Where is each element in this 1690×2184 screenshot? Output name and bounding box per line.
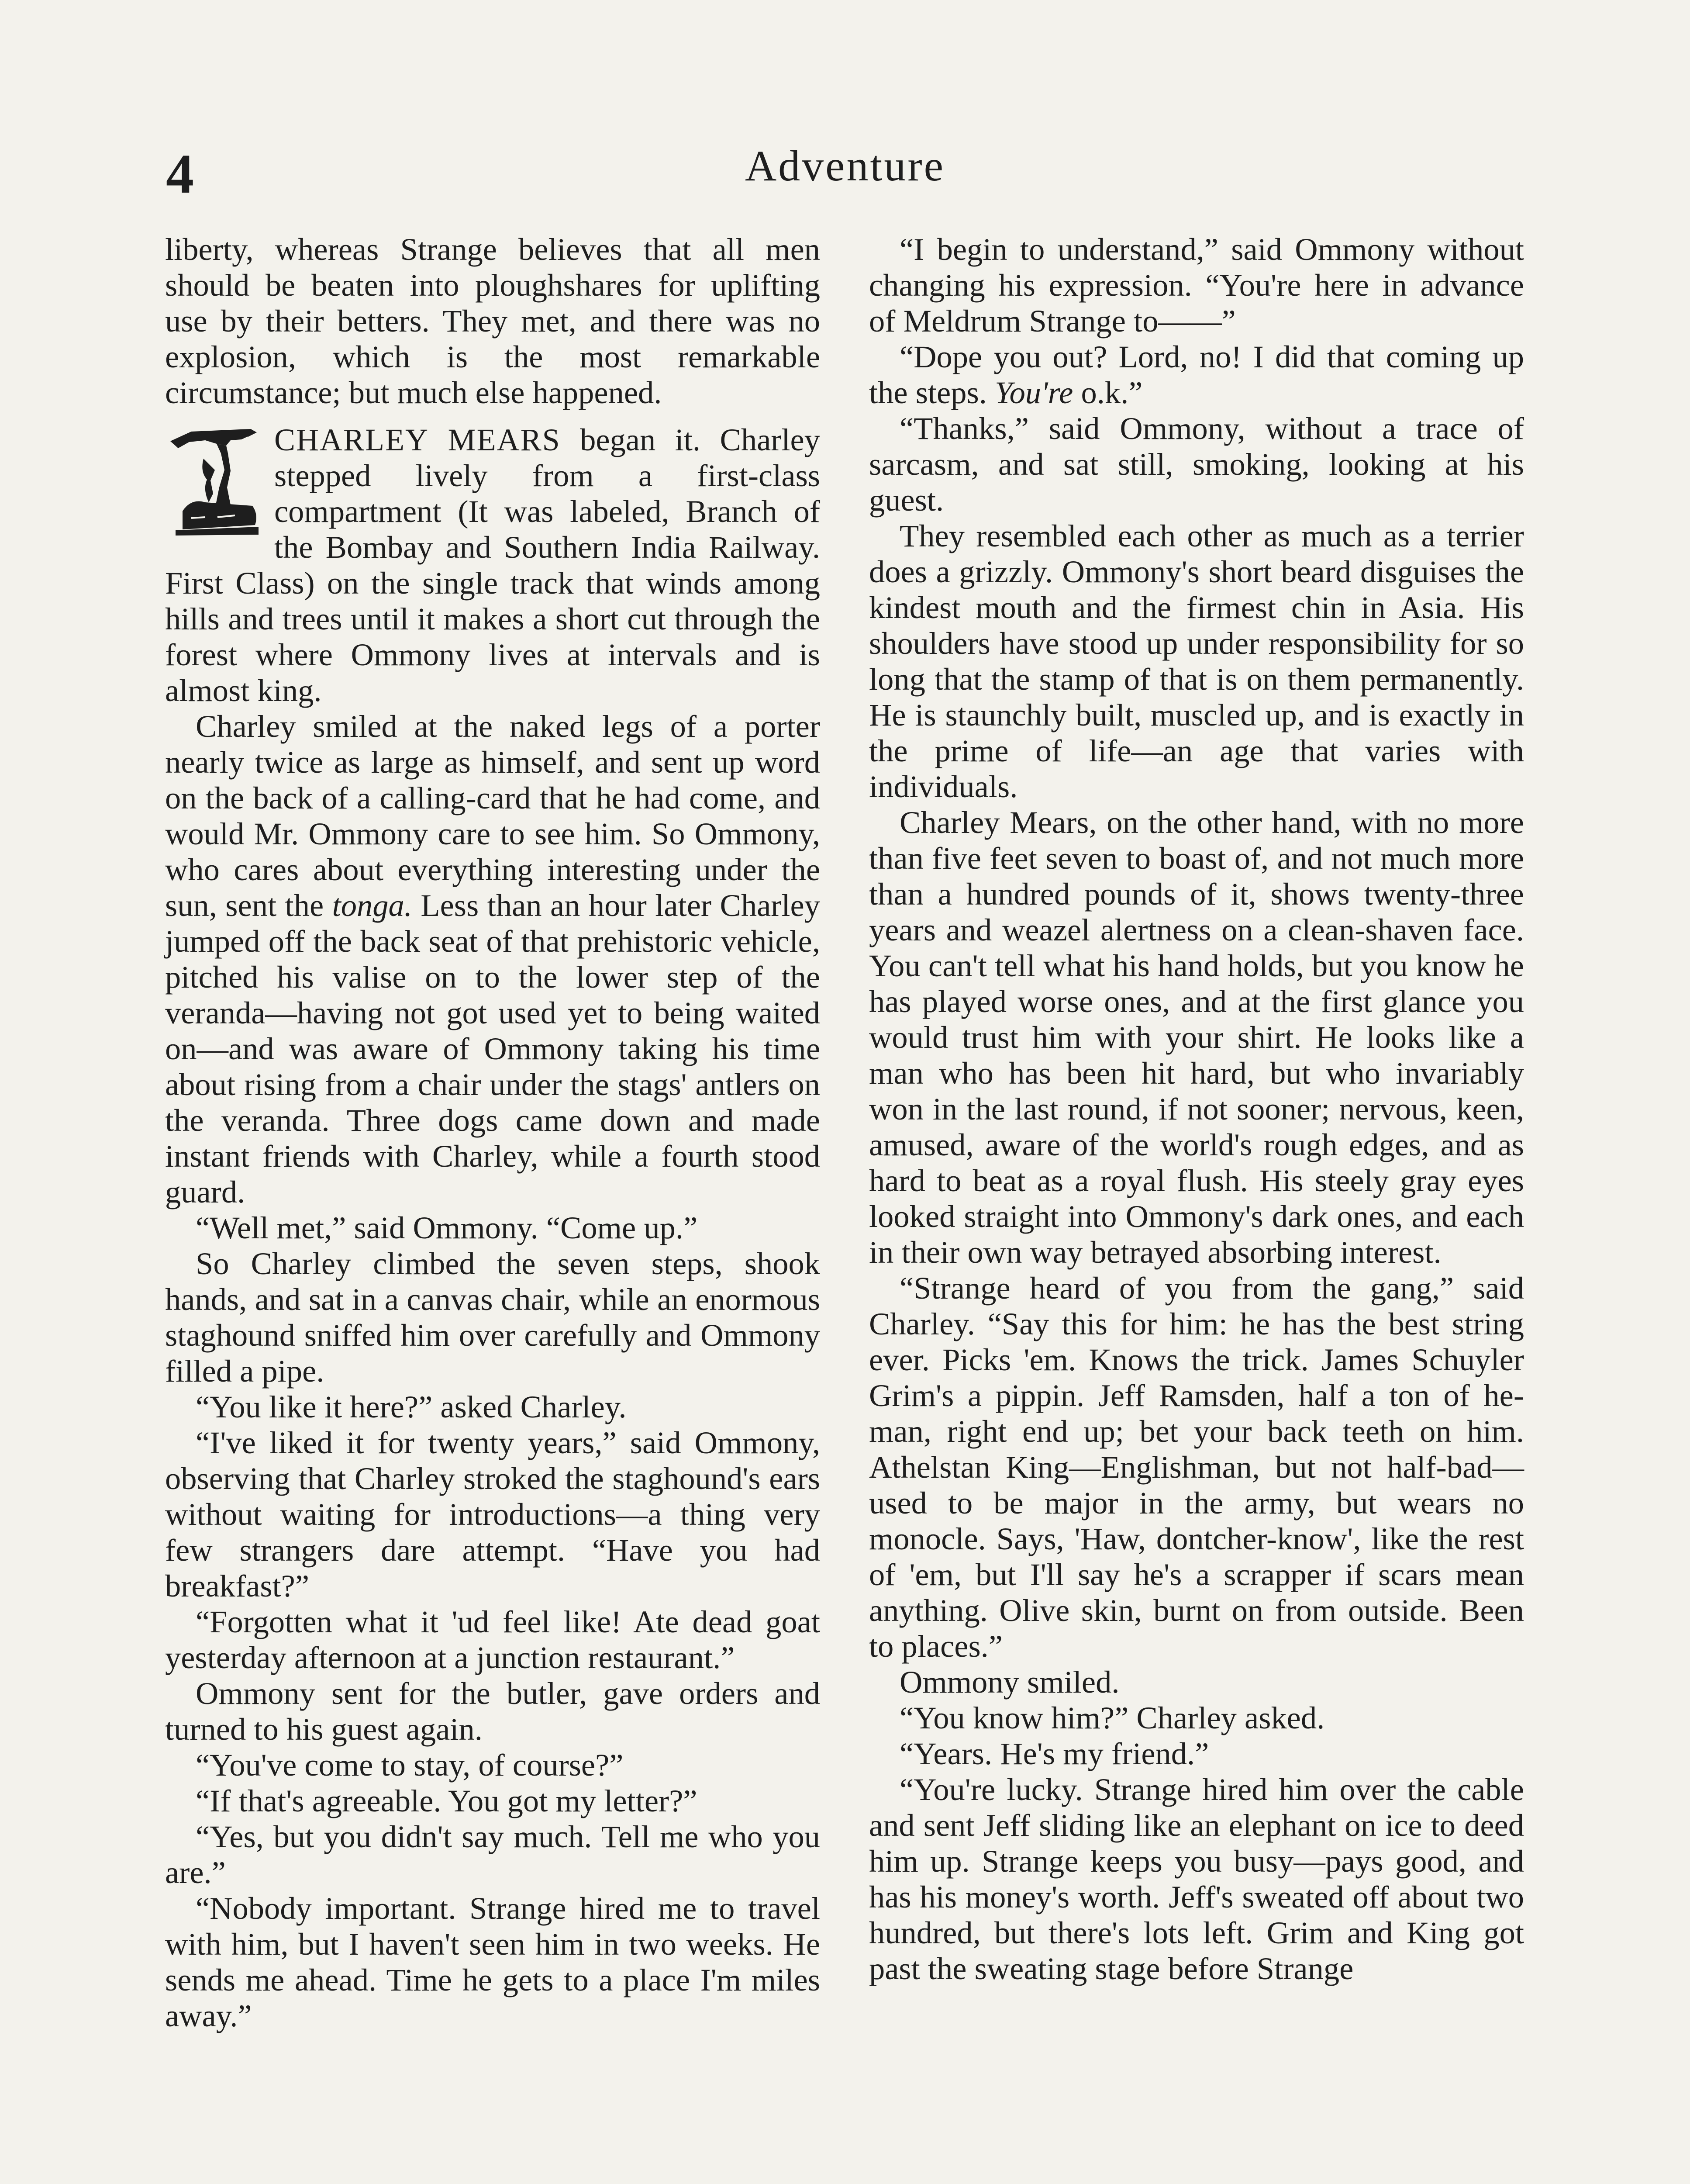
left-column (165, 232, 820, 2034)
paragraph: “I begin to understand,” said Ommony without changing his expression. “You're here in advance of Meldrum Strange to——” (869, 232, 1524, 339)
paragraph (165, 708, 820, 1210)
lead-text: began it. Charley stepped lively from a first-class compartment (It was labeled, Branch of the Bombay and Southern India Railway. First Class) on the single track that winds among hills and trees until it makes a short cut through the forest where Ommony lives at intervals and is almost king. (165, 422, 820, 708)
text-run: Charley smiled at the naked legs of a porter nearly twice as large as himself, and sent up word on the back of a calling-card that he had come, and would Mr. Ommony care to see him. So Ommony, who cares about everything interesting under the sun, sent the (165, 708, 820, 923)
paragraph: “Forgotten what it 'ud feel like! Ate dead goat yesterday afternoon at a junction restaurant.” (165, 1604, 820, 1675)
right-column (869, 232, 1524, 1987)
paragraph: “You've come to stay, of course?” (196, 1747, 624, 1783)
text-run: “Dope you out? Lord, no! I did that coming up the steps. (869, 339, 1524, 410)
paragraph: “You like it here?” asked Charley. (196, 1389, 627, 1424)
paragraph: liberty, whereas Strange believes that all men should be beaten into ploughshares for uplifting use by their betters. They met, and there was no explosion, which is the most remarkable circumstance; but much else happened. (165, 232, 820, 410)
page-header (0, 0, 1690, 245)
paragraph: Charley Mears, on the other hand, with no more than five feet seven to boast of, and not much more than a hundred pounds of it, shows twenty-three years and weazel alertness on a clean-shaven face. You can't tell what his hand holds, but you know he has played worse ones, and at the first glance you would trust him with your shirt. He looks like a man who has been hit hard, but who invariably won in the last round, if not sooner; nervous, keen, amused, aware of the world's rough edges, and as hard to beat as a royal flush. His steely gray eyes looked straight into Ommony's dark ones, and each in their own way betrayed absorbing interest. (869, 805, 1524, 1270)
lead-in-caps: CHARLEY MEARS (274, 422, 561, 457)
paragraph: “If that's agreeable. You got my letter?” (196, 1783, 697, 1818)
paragraph (869, 339, 1524, 411)
paragraph: Ommony smiled. (900, 1664, 1120, 1700)
paragraph: “Well met,” said Ommony. “Come up.” (196, 1210, 698, 1245)
page-number: 4 (166, 143, 194, 205)
paragraph: “I've liked it for twenty years,” said Ommony, observing that Charley stroked the staghound's ears without waiting for introductions—a thing very few strangers dare attempt. “Have you had breakfast?” (165, 1425, 820, 1603)
paragraph: “Strange heard of you from the gang,” said Charley. “Say this for him: he has the best string ever. Picks 'em. Knows the trick. James Schuyler Grim's a pippin. Jeff Ramsden, half a ton of he-man, right end up; bet your back teeth on him. Athelstan King—Englishman, but not half-bad—used to be major in the army, but wears no monocle. Says, 'Haw, dontcher-know', like the rest of 'em, but I'll say he's a scrapper if scars mean anything. Olive skin, burnt on from outside. Been to places.” (869, 1270, 1524, 1664)
paragraph: They resembled each other as much as a terrier does a grizzly. Ommony's short beard disguises the kindest mouth and the firmest chin in Asia. His shoulders have stood up under responsibility for so long that the stamp of that is on them permanently. He is staunchly built, muscled up, and is exactly in the prime of life—an age that varies with individuals. (869, 518, 1524, 804)
italic-text: tonga. (332, 888, 412, 923)
paragraph: “Nobody important. Strange hired me to travel with him, but I haven't seen him in two weeks. He sends me ahead. Time he gets to a place I'm miles away.” (165, 1890, 820, 2033)
italic-text: You're (994, 375, 1073, 410)
text-run: o.k.” (1073, 375, 1143, 410)
paragraph: “Thanks,” said Ommony, without a trace of sarcasm, and sat still, smoking, looking at his guest. (869, 411, 1524, 518)
paragraph: “You know him?” Charley asked. (900, 1700, 1325, 1735)
running-title: Adventure (745, 142, 945, 190)
paragraph: Ommony sent for the butler, gave orders and turned to his guest again. (165, 1676, 820, 1747)
paragraph: “Years. He's my friend.” (900, 1736, 1209, 1771)
text-run: Less than an hour later Charley jumped off the back seat of that prehistoric vehicle, pitched his valise on to the lower step of the veranda—having not got used yet to being waited on—and was aware of Ommony taking his time about rising from a chair under the stags' antlers on the veranda. Three dogs came down and made instant friends with Charley, while a fourth stood guard. (165, 888, 820, 1209)
paragraph: So Charley climbed the seven steps, shook hands, and sat in a canvas chair, while an enormous staghound sniffed him over carefully and Ommony filled a pipe. (165, 1246, 820, 1389)
woodcut-figure-icon (165, 428, 262, 536)
lead-paragraph (165, 422, 820, 708)
paragraph: “You're lucky. Strange hired him over the cable and sent Jeff sliding like an elephant on ice to deed him up. Strange keeps you busy—pays good, and has his money's worth. Jeff's sweated off about two hundred, but there's lots left. Grim and King got past the sweating stage before Strange (869, 1772, 1524, 1986)
paragraph: “Yes, but you didn't say much. Tell me who you are.” (165, 1819, 820, 1890)
